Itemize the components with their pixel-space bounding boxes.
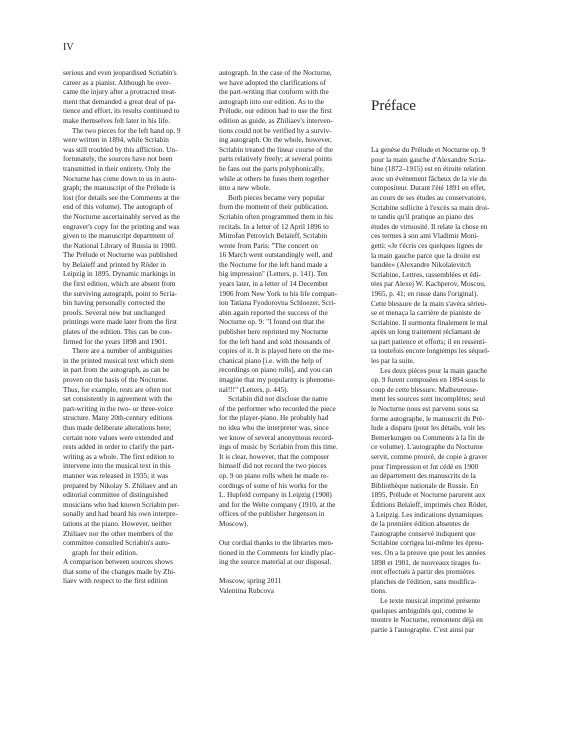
signature-block: [219, 577, 357, 596]
author-name: Valentina Rubcova: [219, 587, 274, 596]
paragraph-deux-pieces: Les deux pièces pour la main gauche op. 9 furent composées en 1894 sous le coup de cette blessure. Malheureuse- ment les sources sont incomplètes; seul le Nocturne nous est parvenu sous sa forme autographe, le manuscrit du Pré- lude a disparu (pour les détails, voir les Bemerkungen ou Comments à la fin de ce volume). L'autographe du Nocturne servit, comme prouvé, de copie à graver pour l'impression et fut cédé en 1900 au département des manuscrits de la Bibliothèque nationale de Russie. En 1895, Prélude et Nocturne parurent aux Éditions Belaïeff, imprimés chez Röder, à Leipzig. Les indications dynamiques de la première édition absentes de l'autographe conservé indiquent que Scriabine corrigea lui-même les épreu- ves. On a la preuve que pour les années 1898 et 1901, de nouveaux tirages fu- rent effectués à partir des premières planches de l'édition, sans modifica- tions.: [371, 366, 488, 596]
english-column-middle: [219, 69, 357, 597]
place-date: Moscow, spring 2011: [219, 577, 282, 586]
page-number: IV: [63, 42, 74, 53]
english-column-left: [63, 69, 201, 587]
paragraph-sources: The two pieces for the left hand op. 9 were written in 1894, while Scriabin was still troubled by this affliction. Un- fortunately, the sources have not been transmitted in their entirety. Only the Nocturne has come down to us in auto- graph; the manuscript of the Prélude is lost (for details see the Comments at the end of this volume). The autograph of the Nocturne ascertainably served as the engraver's copy for the printing and was given to the manuscript department of the National Library of Russia in 1900. The Prélude et Nocturne was published by Belaïeff and printed by Röder in Leipzig in 1895. Dynamic markings in the first edition, which are absent from the surviving autograph, point to Scria- bin having personally corrected the proofs. Several new but unchanged printings were made later from the first plates of the edition. This can be con- firmed for the years 1898 and 1901.: [63, 126, 181, 346]
french-column: [371, 146, 509, 635]
section-heading: Préface: [371, 98, 416, 114]
paragraph-injury: serious and even jeopardised Scriabin's career as a pianist. Although he over- came the injury after a protracted treat- ment that demanded a great deal of pa- tience and effort, its results continued to make themselves felt later in his life.: [63, 69, 180, 125]
paragraph-comparison: graph for their edition. A comparison between sources shows that some of the changes made by Zhi- liaev with respect to the first edition: [63, 548, 176, 586]
paragraph-autograph: autograph. In the case of the Nocturne, we have adopted the clarifications of the part-writing that conform with the autograph into our edition. As to the Prélude, our edition had to use the first edition as guide, as Zhiliaev's interven- tions could not be verified by a surviv- ing autograph. On the whole, however, Scriabin treated the linear course of the parts relatively freely; at several points he fans out the parts polyphonically, while at others he fuses them together into a new whole.: [219, 69, 333, 193]
paragraph-recordings: Scriabin did not disclose the name of the performer who recorded the piece for the player-piano. He probably had no idea who the interpreter was, since we know of several anonymous record- ings of music by Scriabin from this time. It is clear, however, that the composer himself did not record the two pieces op. 9 on piano rolls when he made re- cordings of some of his works for the L. Hupfeld company in Leipzig (1908) and for the Welte company (1910, at the offices of the publisher Jurgenson in Moscow).: [219, 395, 338, 528]
paragraph-genese: La genèse du Prélude et Nocturne op. 9 pour la main gauche d'Alexandre Scria- bine (1872–1915) est en étroite relation avec un événement fâcheux de la vie du compositeur. Durant l'été 1891 en effet, au cours de ses études au conservatoire, Scriabine sollicite à l'excès sa main droi- te tandis qu'il pratique au piano des études de virtuosité. Il relate la chose en ces termes à son ami Vladimir Moni- getti: «Je t'écris ces quelques lignes de la main gauche parce que la droite est bandée» (Alexandre Nikolaïevitch Scriabine, Lettres, rassemblées et édi- tées par Alexej W. Kachperov, Moscou, 1965, p. 41; en russe dans l'original). Cette blessure de la main s'avéra sérieu- se et menaça la carrière de pianiste de Scriabine. Il surmonta finalement le mal après un long traitement réclamant de sa part patience et efforts; il en ressenti- ra toutefois encore longtemps les séquel- les par la suite.: [371, 146, 490, 366]
paragraph-thanks: Our cordial thanks to the libraries men- tioned in the Comments for kindly plac- ing the source material at our disposal.: [219, 539, 336, 567]
paragraph-ambiguities: There are a number of ambiguities in the printed musical text which stem in part from the autograph, as can be proven on the basis of the Nocturne. Thus, for example, rests are often not set consistently in agreement with the part-writing in the two- or three-voice structure. Many 20th-century editions thus made deliberate alterations here; certain note values were extended and rests added in order to clarify the part- writing as a whole. The first edition to intervene into the musical text in this manner was released in 1935; it was prepared by Nikolay S. Zhiliaev and an editorial committee of distinguished musicians who had known Scriabin per- sonally and had heard his own interpre- tations at the piano. However, neither Zhiliaev nor the other members of the committee consulted Scriabin's auto-: [63, 347, 180, 548]
paragraph-popularity: Both pieces became very popular from the moment of their publication. Scriabin often programmed them in his recitals. In a letter of 12 April 1896 to Mitrofan Petrovich Belaïeff, Scriabin wrote from Paris: "The concert on 16 March went outstandingly well, and the Nocturne for the left hand made a big impression" (Letters, p. 141). Ten years later, in a letter of 14 December 1906 from New York to his life compan- ion Tatiana Fyodorovna Schloezer, Scri- abin again reported the success of the Nocturne op. 9: "I found out that the publisher here reprinted my Nocturne for the left hand and sold thousands of copies of it. It is played here on the me- chanical piano [i.e. with the help of recordings on piano rolls], and you can imagine that my popularity is phenome- nal!!!" (Letters, p. 445).: [219, 193, 338, 394]
paragraph-texte-musical: Le texte musical imprimé présente quelques ambiguïtés qui, comme le montre le Nocturne, remontent déjà en partie à l'autographe. C'est ainsi par: [371, 596, 483, 634]
